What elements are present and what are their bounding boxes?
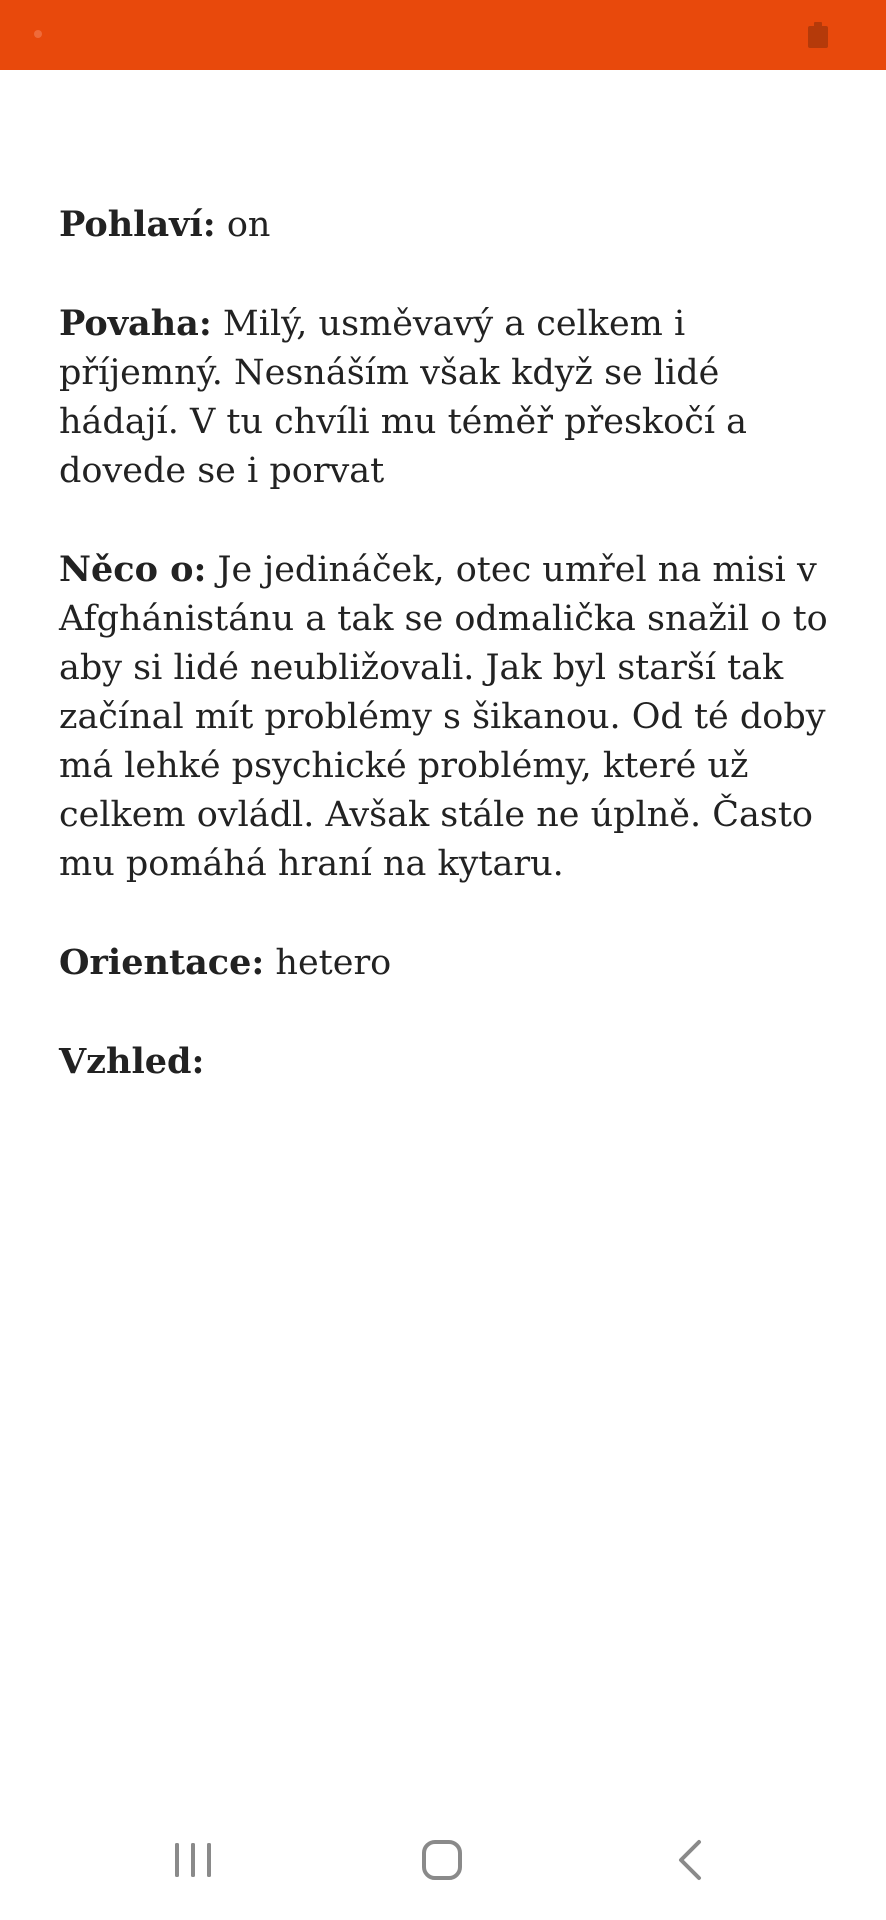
notification-dot-icon (34, 30, 42, 38)
home-button[interactable] (402, 1830, 482, 1890)
gender-label: Pohlaví: (59, 204, 216, 245)
orientation-label: Orientace: (59, 942, 265, 983)
recent-apps-button[interactable] (153, 1830, 233, 1890)
appearance-paragraph (59, 1037, 839, 1087)
home-icon (421, 1839, 463, 1881)
battery-body (808, 26, 828, 48)
personality-paragraph (59, 299, 839, 496)
gender-value: on (215, 205, 271, 245)
appearance-label: Vzhled: (59, 1041, 205, 1082)
battery-icon (808, 22, 828, 48)
status-bar (0, 0, 886, 70)
profile-content (59, 200, 839, 1136)
navigation-bar (0, 1800, 886, 1920)
recent-apps-icon (173, 1840, 213, 1880)
orientation-paragraph (59, 938, 839, 988)
about-value: Je jedináček, otec umřel na misi v Afghánistánu a tak se odmalička snažil o to aby si lidé neubližovali. Jak byl starší tak začínal mít problémy s šikanou. Od té doby má lehké psychické problémy, které už celkem ovládl. Avšak stále ne úplně. Často mu pomáhá hraní na kytaru. (59, 550, 828, 884)
personality-value: Milý, usměvavý a celkem i příjemný. Nesnáším však když se lidé hádají. V tu chvíli mu téměř přeskočí a dovede se i porvat (59, 304, 748, 491)
back-icon (675, 1839, 705, 1881)
personality-label: Povaha: (59, 303, 212, 344)
about-label: Něco o: (59, 549, 207, 590)
orientation-value: hetero (264, 943, 392, 983)
gender-paragraph (59, 200, 839, 250)
about-paragraph (59, 545, 839, 889)
back-button[interactable] (650, 1830, 730, 1890)
